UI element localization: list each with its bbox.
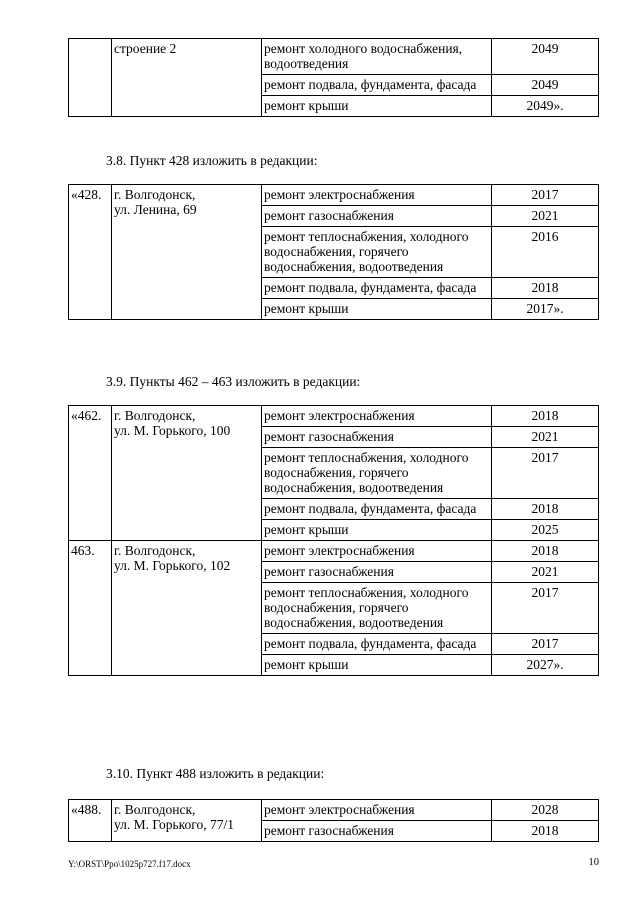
year-cell: 2017 — [492, 185, 599, 206]
work-cell: ремонт газоснабжения — [262, 562, 492, 583]
year-cell: 2021 — [492, 562, 599, 583]
item-number-cell: «428. — [69, 185, 112, 320]
work-cell: ремонт подвала, фундамента, фасада — [262, 499, 492, 520]
paragraph-3-9: 3.9. Пункты 462 – 463 изложить в редакции: — [106, 374, 361, 389]
address-cell — [112, 541, 262, 676]
table-row — [69, 39, 599, 75]
year-cell: 2028 — [492, 800, 599, 821]
year-cell: 2021 — [492, 206, 599, 227]
work-cell: ремонт подвала, фундамента, фасада — [262, 278, 492, 299]
building-label: строение 2 — [114, 41, 177, 56]
work-cell: ремонт теплоснабжения, холодного водоснабжения, горячего водоснабжения, водоотведения — [262, 448, 492, 499]
year-cell: 2018 — [492, 406, 599, 427]
work-cell: ремонт подвала, фундамента, фасада — [262, 75, 492, 96]
year-cell: 2049 — [492, 75, 599, 96]
work-cell: ремонт газоснабжения — [262, 427, 492, 448]
address-street: ул. М. Горького, 102 — [114, 558, 231, 573]
work-cell: ремонт крыши — [262, 655, 492, 676]
address-street: ул. М. Горького, 100 — [114, 423, 231, 438]
address-cell — [112, 800, 262, 842]
address-city: г. Волгодонск, — [114, 802, 196, 817]
address-cell — [112, 406, 262, 541]
paragraph-3-10: 3.10. Пункт 488 изложить в редакции: — [106, 766, 325, 781]
item-number-cell: «462. — [69, 406, 112, 541]
year-cell: 2025 — [492, 520, 599, 541]
work-cell: ремонт крыши — [262, 520, 492, 541]
address-city: г. Волгодонск, — [114, 543, 196, 558]
work-cell: ремонт газоснабжения — [262, 821, 492, 842]
year-cell: 2018 — [492, 541, 599, 562]
address-cell — [112, 185, 262, 320]
page-number: 10 — [588, 857, 599, 868]
item-number-cell — [69, 39, 112, 117]
work-cell: ремонт холодного водоснабжения, водоотведения — [262, 39, 492, 75]
works-table-continuation — [68, 38, 599, 117]
item-number-cell: 463. — [69, 541, 112, 676]
table-row — [69, 541, 599, 562]
paragraph-3-8: 3.8. Пункт 428 изложить в редакции: — [106, 153, 318, 168]
year-cell: 2017 — [492, 448, 599, 499]
table-row — [69, 800, 599, 821]
address-street: ул. М. Горького, 77/1 — [114, 817, 234, 832]
table-row — [69, 185, 599, 206]
works-table-488 — [68, 799, 599, 842]
year-cell: 2021 — [492, 427, 599, 448]
work-cell: ремонт крыши — [262, 96, 492, 117]
footer-file-path: Y:\ORST\Ppo\1025p727.f17.docx — [68, 859, 191, 869]
work-cell: ремонт теплоснабжения, холодного водоснабжения, горячего водоснабжения, водоотведения — [262, 227, 492, 278]
year-cell: 2027». — [492, 655, 599, 676]
year-cell: 2049 — [492, 39, 599, 75]
address-street: ул. Ленина, 69 — [114, 202, 197, 217]
year-cell: 2017 — [492, 634, 599, 655]
work-cell: ремонт теплоснабжения, холодного водоснабжения, горячего водоснабжения, водоотведения — [262, 583, 492, 634]
year-cell: 2016 — [492, 227, 599, 278]
work-cell: ремонт электроснабжения — [262, 541, 492, 562]
works-table-428 — [68, 184, 599, 320]
year-cell: 2018 — [492, 821, 599, 842]
year-cell: 2049». — [492, 96, 599, 117]
work-cell: ремонт электроснабжения — [262, 185, 492, 206]
item-number-cell: «488. — [69, 800, 112, 842]
year-cell: 2017». — [492, 299, 599, 320]
works-table-462-463 — [68, 405, 599, 676]
work-cell: ремонт газоснабжения — [262, 206, 492, 227]
address-city: г. Волгодонск, — [114, 187, 196, 202]
work-cell: ремонт крыши — [262, 299, 492, 320]
year-cell: 2018 — [492, 499, 599, 520]
year-cell: 2017 — [492, 583, 599, 634]
work-cell: ремонт электроснабжения — [262, 406, 492, 427]
table-row — [69, 406, 599, 427]
work-cell: ремонт электроснабжения — [262, 800, 492, 821]
year-cell: 2018 — [492, 278, 599, 299]
address-cell — [112, 39, 262, 117]
work-cell: ремонт подвала, фундамента, фасада — [262, 634, 492, 655]
address-city: г. Волгодонск, — [114, 408, 196, 423]
